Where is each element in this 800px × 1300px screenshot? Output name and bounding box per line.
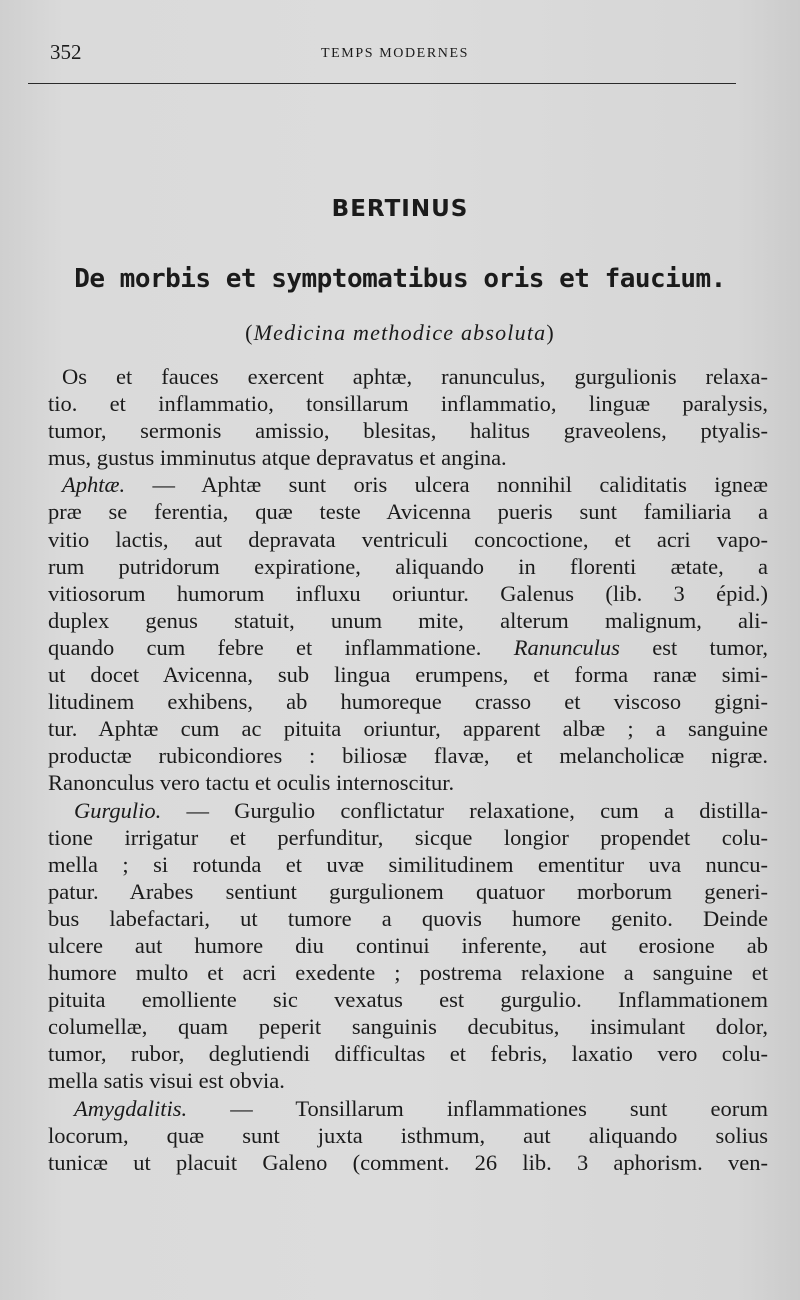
source-paren-close: ): [546, 320, 555, 345]
line-text: locorum, quæ sunt juxta isthmum, aut aliquando solius: [48, 1122, 768, 1148]
text-line: [48, 580, 768, 607]
line-text: patur. Arabes sentiunt gurgulionem quatuor morborum generi-: [48, 878, 768, 904]
source-paren-open: (: [245, 320, 254, 345]
line-text: Ranonculus vero tactu et oculis internoscitur.: [48, 770, 455, 796]
text-line: [48, 742, 768, 769]
line-text: tunicæ ut placuit Galeno (comment. 26 lib. 3 aphorism. ven-: [48, 1149, 768, 1175]
line-text: vitio lactis, aut depravata ventriculi concoctione, et acri vapo-: [48, 526, 768, 552]
text-line: [48, 959, 768, 986]
line-text: humore multo et acri exedente ; postrema relaxione a sanguine et: [48, 960, 768, 986]
line-text: bus labefactari, ut tumore a quovis humore genito. Deinde: [48, 905, 768, 931]
text-line: [48, 634, 768, 661]
line-text: Os et fauces exercent aphtæ, ranunculus, gurgulionis relaxa-: [62, 364, 768, 389]
inline-term: Ranunculus: [513, 634, 620, 660]
chapter-title: De morbis et symptomatibus oris et faucium.: [74, 264, 726, 294]
line-text: — Tonsillarum inflammationes sunt eorum: [187, 1095, 768, 1121]
body-text: [48, 363, 768, 1176]
line-text: tur. Aphtæ cum ac pituita oriuntur, apparent albæ ; a sanguine: [48, 716, 768, 742]
author-heading: BERTINUS: [331, 196, 469, 222]
line-text-tail: est tumor,: [619, 634, 768, 660]
text-line: [48, 1013, 768, 1040]
text-line: [48, 417, 768, 444]
text-line: [48, 1149, 768, 1176]
line-text: vitiosorum humorum influxu oriuntur. Galenus (lib. 3 épid.): [48, 580, 768, 606]
source-citation: [0, 320, 800, 346]
text-line: [48, 851, 768, 878]
line-text: litudinem exhibens, ab humoreque crasso et viscoso gigni-: [48, 689, 768, 715]
line-text: mus, gustus imminutus atque depravatus et angina.: [48, 445, 507, 471]
running-title: TEMPS MODERNES: [320, 46, 470, 61]
line-text: productæ rubicondiores : biliosæ flavæ, et melancholicæ nigræ.: [48, 743, 768, 769]
line-text: præ se ferentia, quæ teste Avicenna pueris sunt familiaria a: [48, 499, 768, 525]
source-title: Medicina methodice absoluta: [253, 320, 547, 345]
line-text: mella ; si rotunda et uvæ similitudinem ementitur uva nuncu-: [48, 851, 768, 877]
text-line: [48, 363, 768, 390]
text-line: [48, 1067, 768, 1094]
text-line: [48, 1095, 768, 1122]
text-line: [48, 661, 768, 688]
text-line: [48, 986, 768, 1013]
text-line: [48, 526, 768, 553]
line-text: tumor, sermonis amissio, blesitas, halitus graveolens, ptyalis-: [48, 418, 768, 444]
text-line: [48, 444, 768, 471]
section-lead: Aphtæ.: [62, 472, 126, 498]
line-text: mella satis visui est obvia.: [48, 1068, 285, 1094]
line-text: quando cum febre et inflammatione.: [48, 634, 514, 660]
text-line: [48, 607, 768, 634]
line-text: tione irrigatur et perfunditur, sicque longior propendet colu-: [48, 824, 768, 850]
text-line: [48, 1122, 768, 1149]
line-text: — Gurgulio conflictatur relaxatione, cum a distilla-: [161, 797, 768, 823]
text-line: [48, 390, 768, 417]
text-line: [48, 905, 768, 932]
line-text: tio. et inflammatio, tonsillarum inflammatio, linguæ paralysis,: [48, 391, 768, 417]
text-line: [48, 1040, 768, 1067]
text-line: [48, 471, 768, 498]
text-line: [48, 932, 768, 959]
text-line: [48, 797, 768, 824]
text-line: [48, 688, 768, 715]
text-line: [48, 553, 768, 580]
line-text: tumor, rubor, deglutiendi difficultas et febris, laxatio vero colu-: [48, 1041, 768, 1067]
line-text: duplex genus statuit, unum mite, alterum malignum, ali-: [48, 607, 768, 633]
line-text: ulcere aut humore diu continui inferente, aut erosione ab: [48, 932, 768, 958]
line-text: columellæ, quam peperit sanguinis decubitus, insimulant dolor,: [48, 1014, 768, 1040]
line-text: pituita emolliente sic vexatus est gurgulio. Inflammationem: [48, 987, 768, 1013]
text-line: [48, 878, 768, 905]
section-lead: Gurgulio.: [74, 797, 162, 823]
running-head: [50, 40, 740, 70]
text-line: [48, 498, 768, 525]
text-line: [48, 715, 768, 742]
text-line: [48, 769, 768, 796]
text-line: [48, 824, 768, 851]
line-text: rum putridorum expiratione, aliquando in florenti ætate, a: [48, 553, 768, 579]
line-text: — Aphtæ sunt oris ulcera nonnihil caliditatis igneæ: [125, 472, 768, 498]
header-rule: [28, 83, 736, 84]
line-text: ut docet Avicenna, sub lingua erumpens, et forma ranæ simi-: [48, 662, 768, 688]
page-number: 352: [50, 40, 82, 64]
section-lead: Amygdalitis.: [74, 1095, 188, 1121]
